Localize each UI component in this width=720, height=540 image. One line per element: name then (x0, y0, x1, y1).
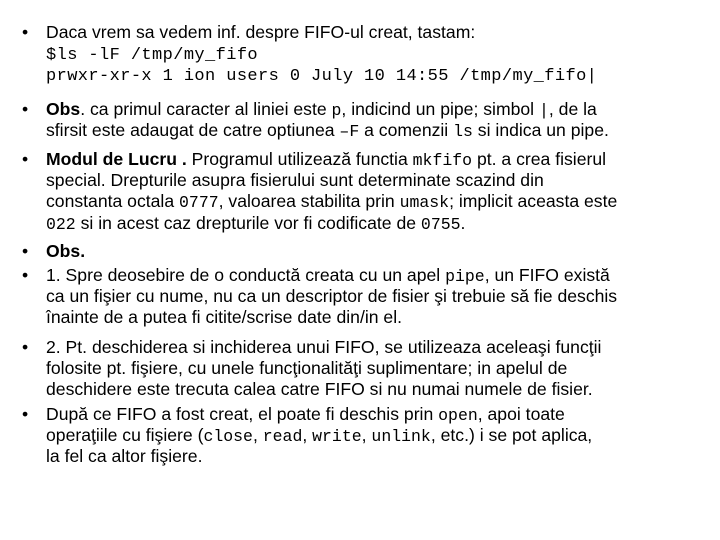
bullet-item (22, 265, 708, 329)
text-line (46, 170, 708, 191)
text-line (46, 425, 708, 446)
text-span: . ca primul caracter al liniei este (80, 99, 332, 119)
code-text: close (203, 427, 253, 447)
code-text: p (331, 101, 342, 120)
text-span: , (361, 425, 372, 446)
text-line (46, 265, 708, 286)
code-text: mkfifo (412, 151, 473, 170)
text-span: , (252, 425, 263, 446)
bullet-dot-icon: • (22, 22, 29, 42)
text-line (46, 213, 708, 234)
bold-text: Obs. (46, 241, 86, 261)
bullet-dot-icon: • (22, 99, 29, 119)
code-text: write (312, 427, 362, 447)
command-text: $ls -lF /tmp/my_fifo (46, 46, 259, 66)
text-span: , indicind un pipe; simbol (341, 99, 539, 119)
bold-text: Obs (46, 99, 81, 119)
text-span: , apoi toate (477, 404, 565, 424)
bullet-dot-icon: • (22, 265, 29, 285)
bullet-dot-icon: • (22, 241, 29, 261)
text-span: . (460, 212, 466, 233)
text-line (46, 337, 708, 358)
bullet-item (22, 149, 708, 234)
text-span: special. Drepturile asupra fisierului sunt determinate scazind din (46, 170, 544, 191)
text-line (46, 22, 708, 43)
code-text: 0755 (420, 214, 461, 234)
code-text: | (538, 101, 549, 120)
text-span: Daca vrem sa vedem inf. despre FIFO-ul creat, tastam: (46, 22, 476, 42)
text-span: , (302, 425, 313, 446)
text-span: la fel ca altor fişiere. (46, 446, 203, 467)
text-line (46, 43, 708, 64)
bullet-item (22, 99, 708, 142)
text-span: Programul utilizează functia (186, 149, 413, 169)
text-line (46, 404, 708, 425)
text-span: si in acest caz drepturile vor fi codificate de (75, 212, 421, 233)
text-line (46, 446, 708, 467)
text-line (46, 307, 708, 328)
bullet-dot-icon: • (22, 337, 29, 357)
text-line (46, 286, 708, 307)
text-span: pt. a crea fisierul (472, 149, 607, 169)
text-span: , un FIFO există (484, 265, 610, 285)
code-text: read (262, 427, 303, 447)
code-text: –F (339, 122, 360, 142)
bullet-dot-icon: • (22, 404, 29, 424)
text-span: 2. Pt. deschiderea si inchiderea unui FIFO, se utilizeaza aceleaşi funcţii (46, 337, 602, 357)
bullet-item (22, 22, 708, 87)
text-span: sfirsit este adaugat de catre optiunea (46, 120, 340, 141)
code-text: 0777 (179, 193, 219, 213)
text-span: , de la (548, 99, 597, 119)
text-line (46, 358, 708, 379)
bold-text: Modul de Lucru . (46, 149, 187, 169)
code-text: open (438, 406, 478, 425)
code-text: umask (399, 193, 450, 213)
bullet-item (22, 241, 708, 262)
text-span: a comenzii (359, 120, 454, 141)
bullet-item (22, 337, 708, 401)
text-line (46, 99, 708, 120)
text-span: înainte de a putea fi citite/scrise date din/in el. (46, 307, 402, 328)
command-text: prwxr-xr-x 1 ion users 0 July 10 14:55 /tmp/my_fifo| (46, 67, 598, 87)
text-line (46, 120, 708, 141)
text-span: folosite pt. fişiere, cu unele funcţionalităţi suplimentare; in apelul de (46, 358, 568, 379)
text-line (46, 379, 708, 400)
text-span: deschidere este trecuta calea catre FIFO si nu numai numele de fisier. (46, 379, 593, 400)
text-span: si indica un pipe. (472, 120, 609, 141)
text-span: ca un fişier cu nume, nu ca un descriptor de fisier şi trebuie să fie deschis (46, 286, 618, 307)
code-text: ls (453, 122, 473, 142)
text-span: 1. Spre deosebire de o conductă creata cu un apel (46, 265, 446, 285)
text-span: ; implicit aceasta este (449, 191, 618, 212)
text-line (46, 191, 708, 212)
code-text: unlink (371, 427, 431, 447)
text-span: , etc.) i se pot aplica, (430, 425, 593, 446)
text-span: După ce FIFO a fost creat, el poate fi deschis prin (46, 404, 439, 424)
text-span: operaţiile cu fişiere ( (46, 425, 204, 446)
text-span: , valoarea stabilita prin (218, 191, 400, 212)
text-line (46, 149, 708, 170)
text-line (46, 241, 708, 262)
text-span: constanta octala (46, 191, 180, 212)
code-text: 022 (46, 214, 76, 234)
bullet-dot-icon: • (22, 149, 29, 169)
text-line (46, 64, 708, 85)
code-text: pipe (445, 267, 485, 286)
bullet-item (22, 404, 708, 468)
